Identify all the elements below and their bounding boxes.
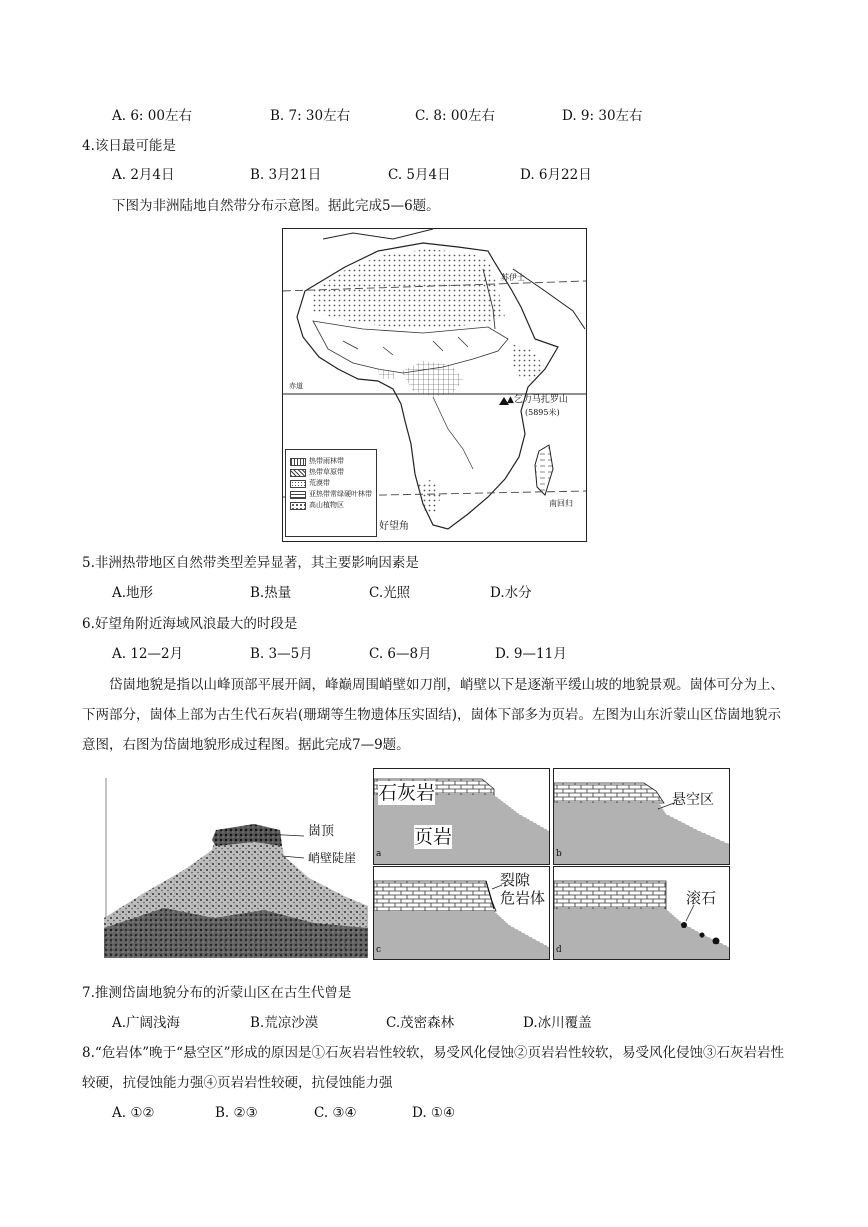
q7-option-a: A.广阔浅海 [112,1015,181,1031]
legend-item: 热带雨林带 [290,456,372,467]
map-label-equator: 赤道 [289,382,303,390]
q6-stem: 6.好望角附近海域风浪最大的时段是 [82,616,298,632]
label-crack: 裂隙 [500,871,531,889]
q4-option-d: D. 6月22日 [520,167,592,183]
q5-option-a: A.地形 [112,585,154,601]
label-rolling-stone: 滚石 [686,889,717,907]
q4-option-a: A. 2月4日 [112,167,175,183]
map-label-kili-height: (5895米) [525,408,560,417]
q3-option-a: A. 6: 00左右 [112,108,192,124]
label-limestone: 石灰岩 [378,782,436,804]
q7-option-b: B.荒凉沙漠 [250,1015,319,1031]
q5-option-d: D.水分 [490,585,532,601]
q5-stem: 5.非洲热带地区自然带类型差异显著，其主要影响因素是 [82,555,419,571]
q6-option-d: D. 9—11月 [495,646,567,662]
panel-letter-a: a [376,849,382,859]
q5-option-c: C.光照 [369,585,411,601]
q8-option-b: B. ②③ [215,1105,258,1121]
label-overhang: 悬空区 [672,792,714,808]
label-dangerous-rock: 危岩体 [500,889,546,907]
q7-option-c: C.茂密森林 [386,1015,455,1031]
label-shale: 页岩 [414,826,453,848]
q6-option-a: A. 12—2月 [112,646,184,662]
daigu-photo [104,778,368,958]
panel-letter-c: c [376,945,382,955]
map-label-kilimanjaro: ▲乞力马扎罗山 [507,395,568,405]
q3-option-b: B. 7: 30左右 [270,108,351,124]
q6-option-b: B. 3—5月 [250,646,313,662]
q8-option-c: C. ③④ [314,1105,357,1121]
map-label-cape: 好望角 [379,521,409,532]
legend-item: 热带草原带 [290,467,372,478]
process-panel-d [553,866,730,960]
panel-letter-d: d [556,945,562,955]
legend-item: 荒漠带 [290,478,372,489]
q8-stem: 8.“危岩体”晚于“悬空区”形成的原因是①石灰岩岩性较软，易受风化侵蚀②页岩岩性较软，易受风化侵蚀③石灰岩岩性较硬，抗侵蚀能力强④页岩岩性较硬，抗侵蚀能力强 [82,1045,784,1091]
photo-label-cliff: 峭壁陡崖 [308,851,357,865]
process-panel-c [373,866,550,960]
q7-option-d: D.冰川覆盖 [523,1015,592,1031]
q4-stem: 4.该日最可能是 [82,138,176,154]
panel-letter-b: b [556,849,562,859]
q4-option-b: B. 3月21日 [250,167,322,183]
q8-option-d: D. ①④ [412,1105,456,1121]
map-label-suez: 苏伊士 [501,273,525,282]
q3-option-d: D. 9: 30左右 [562,108,643,124]
process-panel-b [553,768,730,865]
q7-stem: 7.推测岱崮地貌分布的沂蒙山区在古生代曾是 [82,985,352,1001]
legend-item: 高山植物区 [290,500,372,511]
q3-option-c: C. 8: 00左右 [415,108,496,124]
photo-label-top: 崮顶 [308,824,335,839]
daigu-photo-svg [104,778,368,958]
process-panel-a [373,768,550,865]
q5-option-b: B.热量 [250,585,292,601]
q4-option-c: C. 5月4日 [388,167,451,183]
africa-intro: 下图为非洲陆地自然带分布示意图。据此完成5—6题。 [112,198,440,214]
africa-map [282,228,587,542]
map-label-tropic: 南回归 [549,499,573,508]
q6-option-c: C. 6—8月 [369,646,432,662]
daigu-intro: 岱崮地貌是指以山峰顶部平展开阔，峰巅周围峭壁如刀削，峭壁以下是逐渐平缓山坡的地貌景观。崮体可分为上、下两部分，崮体上部为古生代石灰岩(珊瑚等生物遗体压实固结)，崮体下部多为页岩。左图为山东沂蒙山区岱崮地貌示意图，右图为岱崮地貌形成过程图。据此完成7—9题。 [82,677,784,753]
q8-option-a: A. ①② [112,1105,155,1121]
legend-item: 亚热带常绿硬叶林带 [290,489,372,500]
map-legend [285,449,377,537]
